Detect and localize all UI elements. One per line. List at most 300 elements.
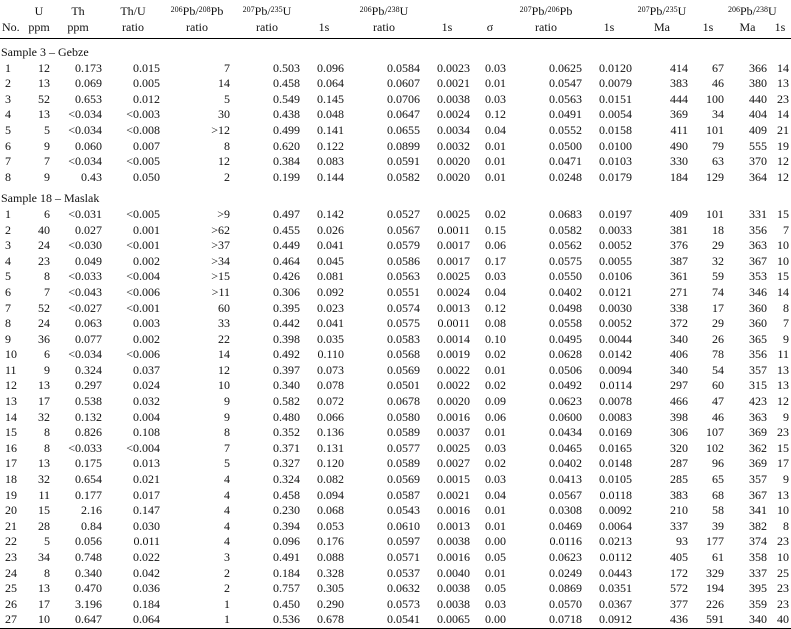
- cell-pb207_235: 0.395: [273, 300, 300, 315]
- cell-thu: 0.012: [133, 91, 160, 106]
- cell-s1b: 0.0025: [437, 269, 470, 284]
- cell-pb206_238: 0.0569: [387, 472, 420, 487]
- cell-s1e: 11: [777, 347, 789, 362]
- cell-u: 6: [44, 347, 50, 362]
- cell-sigma: 0.02: [485, 206, 506, 221]
- cell-s1c: 0.0083: [599, 409, 632, 424]
- column-header-pb207_235-unit: ratio: [232, 20, 302, 39]
- cell-pb207_206: 0.0471: [549, 154, 582, 169]
- cell-s1a: 0.142: [317, 206, 344, 221]
- cell-th: 0.063: [75, 316, 102, 331]
- cell-s1e: 13: [777, 362, 789, 377]
- cell-thu: 0.064: [104, 612, 162, 628]
- cell-s1c: 0.0055: [599, 253, 632, 268]
- column-header-pb206_238-unit: ratio: [346, 20, 422, 39]
- cell-s1d: 129: [706, 169, 724, 184]
- cell-s1d: 61: [712, 550, 724, 564]
- cell-s1b: 0.0011: [437, 222, 470, 237]
- cell-s1b: 0.0015: [437, 472, 470, 487]
- column-header-u: U: [34, 4, 44, 18]
- cell-u: 5: [44, 534, 50, 549]
- cell-s1e: 9: [783, 472, 789, 487]
- column-header-pb206_208: [162, 4, 232, 20]
- isotope-mass: 206: [359, 5, 372, 14]
- cell-age207_235: 372: [670, 316, 688, 331]
- cell-age207_235: 572: [670, 581, 688, 596]
- table-row: [0, 534, 791, 550]
- element-symbol: U: [677, 4, 687, 18]
- cell-s1d: 46: [712, 76, 724, 91]
- cell-s1c: 0.0092: [599, 503, 632, 518]
- cell-u: 9: [44, 362, 50, 377]
- cell-s1d: 101: [706, 206, 724, 221]
- isotope-mass: 235: [270, 5, 283, 14]
- cell-sigma: 0.03: [485, 472, 506, 487]
- cell-sigma: 0.04: [485, 487, 506, 502]
- cell-pb206_208: 8: [224, 425, 230, 440]
- cell-pb207_235: 0.438: [273, 107, 300, 122]
- cell-pb207_206: 0.0492: [549, 378, 582, 393]
- cell-s1c: 0.0197: [599, 206, 632, 221]
- table-row: [0, 503, 791, 519]
- table-row: [0, 597, 791, 613]
- cell-sigma: 0.04: [485, 122, 506, 137]
- table-row: [0, 332, 791, 348]
- cell-no: 11: [5, 362, 17, 377]
- cell-age206_238: 363: [749, 238, 767, 253]
- cell-pb207_206: 0.0683: [549, 206, 582, 221]
- cell-u: 13: [38, 581, 50, 596]
- cell-s1a: 0.068: [317, 503, 344, 518]
- cell-s1e: 21: [777, 122, 789, 137]
- section-title: Sample 3 – Gebze: [1, 45, 89, 59]
- cell-thu: <0.004: [126, 440, 160, 455]
- cell-s1d: 60: [712, 378, 724, 393]
- cell-age207_235: 383: [670, 487, 688, 502]
- cell-u: 17: [38, 394, 50, 409]
- cell-u: 6: [44, 206, 50, 221]
- cell-s1d: 226: [706, 596, 724, 611]
- cell-pb206_208: >34: [211, 253, 230, 268]
- cell-no: 5: [5, 269, 11, 284]
- cell-s1a: 0.073: [317, 362, 344, 377]
- cell-s1e: 9: [783, 331, 789, 346]
- cell-s1b: 0.0021: [437, 487, 470, 502]
- cell-thu: <0.003: [126, 107, 160, 122]
- data-table: [0, 4, 791, 629]
- cell-sigma: 0.03: [485, 269, 506, 284]
- cell-th: 0.132: [75, 409, 102, 424]
- cell-th: 0.069: [75, 76, 102, 91]
- cell-s1b: 0.0013: [437, 300, 470, 315]
- cell-pb206_238: 0.0587: [387, 487, 420, 502]
- cell-sigma: 0.01: [485, 503, 506, 518]
- cell-s1e: 7: [783, 222, 789, 237]
- cell-s1a: 0.041: [317, 316, 344, 331]
- isotope-mass: 206: [170, 5, 183, 14]
- cell-s1d: 63: [712, 154, 724, 169]
- cell-u: 13: [38, 378, 50, 393]
- cell-no: 17: [5, 456, 17, 471]
- table-row: [0, 139, 791, 155]
- cell-age207_235: 383: [670, 76, 688, 91]
- column-header-s1b: [422, 4, 472, 20]
- cell-s1d: 26: [712, 331, 724, 346]
- cell-th: 0.647: [52, 612, 104, 628]
- cell-pb207_206: 0.0402: [549, 456, 582, 471]
- cell-s1c: 0.0052: [599, 316, 632, 331]
- cell-age206_238: 440: [749, 91, 767, 106]
- cell-sigma: 0.09: [485, 394, 506, 409]
- table-row: [0, 154, 791, 170]
- table-row: [0, 456, 791, 472]
- cell-s1c: 0.0078: [599, 394, 632, 409]
- cell-pb207_206: 0.0600: [549, 409, 582, 424]
- cell-age206_238: 370: [749, 154, 767, 169]
- cell-pb206_208: 10: [218, 378, 230, 393]
- cell-age206_238: 359: [749, 596, 767, 611]
- cell-u: 13: [38, 76, 50, 91]
- cell-s1b: 0.0025: [437, 440, 470, 455]
- cell-pb207_235: 0.757: [273, 581, 300, 596]
- cell-no: 25: [5, 581, 17, 596]
- cell-thu: <0.001: [126, 238, 160, 253]
- cell-s1a: 0.096: [317, 60, 344, 75]
- cell-pb206_238: 0.0589: [387, 425, 420, 440]
- cell-s1b: 0.0022: [437, 362, 470, 377]
- cell-sigma: 0.08: [485, 316, 506, 331]
- cell-pb207_206: 0.0575: [549, 253, 582, 268]
- cell-thu: 0.042: [133, 565, 160, 580]
- cell-age207_235: 306: [670, 425, 688, 440]
- cell-pb207_235: 0.394: [273, 518, 300, 533]
- cell-pb206_238: 0.0527: [387, 206, 420, 221]
- cell-s1d: 194: [706, 581, 724, 596]
- element-symbol: U: [399, 4, 409, 18]
- table-row: [0, 378, 791, 394]
- cell-s1e: 9: [783, 409, 789, 424]
- cell-s1d: 47: [712, 394, 724, 409]
- cell-th: 2.16: [81, 503, 102, 518]
- cell-no: 5: [5, 122, 11, 137]
- cell-pb206_208: 14: [218, 347, 230, 362]
- cell-s1c: 0.0367: [599, 596, 632, 611]
- cell-pb206_238: 0.0591: [387, 154, 420, 169]
- cell-s1a: 0.136: [317, 425, 344, 440]
- cell-s1d: 100: [706, 91, 724, 106]
- cell-sigma: 0.12: [485, 300, 506, 315]
- cell-s1a: 0.026: [317, 222, 344, 237]
- cell-s1d: 101: [706, 122, 724, 137]
- cell-s1a: 0.035: [317, 331, 344, 346]
- cell-s1c: 0.0213: [599, 534, 632, 549]
- element-symbol: U: [768, 4, 777, 18]
- cell-pb206_238: 0.0577: [387, 440, 420, 455]
- column-header-pb207_206-unit: ratio: [508, 20, 584, 39]
- cell-u: 8: [44, 425, 50, 440]
- cell-s1a: 0.678: [302, 612, 346, 628]
- cell-pb206_208: 2: [224, 169, 230, 184]
- column-header-s1d-unit: 1s: [690, 20, 726, 39]
- cell-pb207_206: 0.0498: [549, 300, 582, 315]
- cell-s1d: 68: [712, 487, 724, 502]
- cell-age207_235: 387: [670, 253, 688, 268]
- cell-pb207_235: 0.480: [273, 409, 300, 424]
- cell-th: 0.470: [75, 581, 102, 596]
- cell-sigma: 0.01: [485, 362, 506, 377]
- cell-s1a: 0.023: [317, 300, 344, 315]
- cell-s1b: 0.0016: [437, 503, 470, 518]
- element-symbol: Pb/: [531, 4, 548, 18]
- cell-thu: 0.184: [133, 596, 160, 611]
- element-symbol: Pb: [559, 4, 573, 18]
- cell-thu: 0.002: [133, 331, 160, 346]
- cell-age206_238: 360: [749, 316, 767, 331]
- cell-s1b: 0.0040: [437, 565, 470, 580]
- cell-u: 10: [26, 612, 52, 628]
- cell-age207_235: 490: [670, 138, 688, 153]
- cell-s1b: 0.0038: [437, 581, 470, 596]
- cell-age206_238: 366: [749, 60, 767, 75]
- cell-s1e: 25: [777, 565, 789, 580]
- column-header-age206_238: [726, 4, 777, 20]
- cell-s1e: 8: [783, 518, 789, 533]
- cell-pb207_206: 0.0558: [549, 316, 582, 331]
- cell-u: 17: [38, 596, 50, 611]
- column-header-pb206_208-unit: ratio: [162, 20, 232, 39]
- cell-s1e: 7: [783, 316, 789, 331]
- cell-pb207_206: 0.0402: [549, 284, 582, 299]
- cell-pb207_235: 0.398: [273, 331, 300, 346]
- isotope-mass: 235: [665, 5, 678, 14]
- cell-s1d: 29: [712, 316, 724, 331]
- cell-pb206_208: 5: [224, 456, 230, 471]
- cell-sigma: 0.01: [485, 518, 506, 533]
- isotope-mass: 207: [519, 5, 532, 14]
- cell-s1a: 0.120: [317, 456, 344, 471]
- cell-sigma: 0.05: [485, 550, 506, 564]
- cell-s1a: 0.082: [317, 472, 344, 487]
- cell-s1d: 74: [712, 284, 724, 299]
- cell-sigma: 0.06: [485, 238, 506, 253]
- column-header-s1d: [690, 4, 726, 20]
- element-symbol: Pb/: [649, 4, 666, 18]
- cell-pb206_208: >15: [211, 269, 230, 284]
- cell-pb207_206: 0.0308: [549, 503, 582, 518]
- cell-age207_235: 411: [670, 122, 688, 137]
- isotope-mass: 206: [547, 5, 560, 14]
- cell-s1c: 0.0158: [599, 122, 632, 137]
- cell-pb207_206: 0.0491: [549, 107, 582, 122]
- cell-age207_235: 414: [670, 60, 688, 75]
- cell-th: 0.748: [75, 550, 102, 564]
- table-row: [0, 285, 791, 301]
- cell-pb207_235: 0.371: [273, 440, 300, 455]
- isotope-mass: 207: [637, 5, 650, 14]
- cell-age206_238: 365: [749, 331, 767, 346]
- cell-thu: 0.015: [133, 60, 160, 75]
- element-symbol: U: [282, 4, 292, 18]
- cell-th: <0.034: [68, 154, 102, 169]
- cell-pb207_235: 0.384: [273, 154, 300, 169]
- cell-u: 5: [44, 122, 50, 137]
- cell-pb207_235: 0.455: [273, 222, 300, 237]
- cell-s1a: 0.041: [317, 238, 344, 253]
- column-header-s1c: [584, 4, 634, 20]
- cell-s1d: 78: [712, 347, 724, 362]
- table-row: [0, 581, 791, 597]
- cell-pb206_238: 0.0571: [387, 550, 420, 564]
- cell-s1e: 10: [777, 503, 789, 518]
- cell-age207_235: 377: [670, 596, 688, 611]
- cell-u: 9: [44, 138, 50, 153]
- element-symbol: Pb/: [182, 4, 199, 18]
- cell-no: 18: [5, 472, 17, 487]
- cell-s1b: 0.0034: [437, 122, 470, 137]
- table-row: [0, 347, 791, 363]
- cell-pb206_238: 0.0541: [346, 612, 422, 628]
- cell-u: 15: [38, 503, 50, 518]
- column-header-s1a: [302, 4, 346, 20]
- cell-s1a: 0.131: [317, 440, 344, 455]
- cell-pb206_208: 12: [218, 362, 230, 377]
- table-row: [0, 301, 791, 317]
- cell-u: 8: [44, 565, 50, 580]
- cell-pb206_208: 30: [218, 107, 230, 122]
- cell-pb206_238: 0.0583: [387, 331, 420, 346]
- table-row: [0, 123, 791, 139]
- cell-pb207_235: 0.324: [273, 472, 300, 487]
- cell-s1c: 0.0114: [599, 378, 632, 393]
- cell-s1a: 0.066: [317, 409, 344, 424]
- cell-s1a: 0.328: [317, 565, 344, 580]
- cell-pb206_238: 0.0597: [387, 534, 420, 549]
- cell-pb206_208: 4: [224, 534, 230, 549]
- cell-u: 11: [38, 487, 50, 502]
- cell-s1b: 0.0020: [437, 394, 470, 409]
- cell-s1d: 329: [706, 565, 724, 580]
- cell-thu: 0.024: [133, 378, 160, 393]
- header-row-1: [0, 4, 791, 20]
- cell-pb207_206: 0.0628: [549, 347, 582, 362]
- cell-s1e: 13: [777, 76, 789, 91]
- cell-s1b: 0.0017: [437, 238, 470, 253]
- cell-thu: 0.011: [133, 534, 160, 549]
- cell-pb207_206: 0.0550: [549, 269, 582, 284]
- cell-s1b: 0.0017: [437, 253, 470, 268]
- cell-s1e: 10: [777, 550, 789, 564]
- cell-no: 22: [5, 534, 17, 549]
- cell-pb206_208: 4: [224, 487, 230, 502]
- cell-pb206_208: 2: [224, 581, 230, 596]
- cell-age207_235: 93: [676, 534, 688, 549]
- cell-pb206_208: 8: [224, 138, 230, 153]
- cell-pb206_238: 0.0569: [387, 362, 420, 377]
- cell-pb206_208: 4: [224, 518, 230, 533]
- cell-pb206_208: >62: [211, 222, 230, 237]
- cell-sigma: 0.00: [485, 534, 506, 549]
- cell-no: 6: [5, 138, 11, 153]
- cell-s1b: 0.0019: [437, 347, 470, 362]
- cell-s1c: 0.0044: [599, 331, 632, 346]
- cell-u: 24: [38, 238, 50, 253]
- cell-s1a: 0.048: [317, 107, 344, 122]
- cell-no: 16: [5, 440, 17, 455]
- column-header-thu-unit: ratio: [104, 20, 162, 39]
- cell-pb206_238: 0.0610: [387, 518, 420, 533]
- cell-s1b: 0.0024: [437, 107, 470, 122]
- cell-pb206_208: 33: [218, 316, 230, 331]
- cell-s1b: 0.0037: [437, 425, 470, 440]
- cell-pb207_206: 0.0869: [549, 581, 582, 596]
- cell-thu: 0.036: [133, 581, 160, 596]
- table-row: [0, 170, 791, 186]
- table-row: [0, 566, 791, 582]
- cell-age206_238: 331: [749, 206, 767, 221]
- cell-th: 0.173: [75, 60, 102, 75]
- cell-pb206_238: 0.0589: [387, 456, 420, 471]
- cell-age206_238: 423: [749, 394, 767, 409]
- table-row: [0, 254, 791, 270]
- column-header-s1e-unit: 1s: [769, 20, 791, 39]
- cell-u: 13: [38, 456, 50, 471]
- cell-s1a: 0.064: [317, 76, 344, 91]
- section-row: [0, 185, 791, 207]
- cell-sigma: 0.01: [485, 138, 506, 153]
- cell-no: 4: [5, 253, 11, 268]
- cell-pb207_235: 0.458: [273, 487, 300, 502]
- cell-age207_235: 405: [670, 550, 688, 564]
- cell-age207_235: 172: [670, 565, 688, 580]
- cell-s1a: 0.092: [317, 284, 344, 299]
- cell-s1c: 0.0142: [599, 347, 632, 362]
- cell-s1d: 102: [706, 440, 724, 455]
- cell-age207_235: 338: [670, 300, 688, 315]
- cell-pb206_238: 0.0899: [387, 138, 420, 153]
- cell-pb206_208: >9: [217, 206, 230, 221]
- cell-sigma: 0.02: [485, 347, 506, 362]
- cell-s1e: 23: [777, 581, 789, 596]
- cell-age207_235: 340: [670, 331, 688, 346]
- cell-s1e: 40: [769, 612, 791, 628]
- cell-age206_238: 356: [749, 222, 767, 237]
- cell-s1e: 14: [777, 284, 789, 299]
- cell-pb207_206: 0.0434: [549, 425, 582, 440]
- cell-pb206_208: 2: [224, 565, 230, 580]
- cell-s1e: 23: [777, 91, 789, 106]
- cell-age206_238: 357: [749, 472, 767, 487]
- cell-thu: 0.017: [133, 487, 160, 502]
- cell-u: 9: [44, 169, 50, 184]
- cell-pb207_235: 0.536: [232, 612, 302, 628]
- cell-thu: <0.005: [126, 206, 160, 221]
- isotope-mass: 238: [756, 5, 769, 14]
- section-row: [0, 39, 791, 61]
- cell-pb206_208: >12: [211, 122, 230, 137]
- cell-s1e: 12: [777, 169, 789, 184]
- section-title: Sample 18 – Maslak: [1, 191, 100, 206]
- cell-s1b: 0.0011: [437, 316, 470, 331]
- cell-pb207_206: 0.0552: [549, 122, 582, 137]
- table-row: [0, 92, 791, 108]
- cell-s1b: 0.0065: [422, 612, 472, 628]
- cell-s1c: 0.0151: [599, 91, 632, 106]
- cell-pb206_238: 0.0574: [387, 300, 420, 315]
- cell-pb207_235: 0.184: [273, 565, 300, 580]
- cell-s1c: 0.0105: [599, 472, 632, 487]
- cell-u: 32: [38, 409, 50, 424]
- cell-sigma: 0.00: [472, 612, 508, 628]
